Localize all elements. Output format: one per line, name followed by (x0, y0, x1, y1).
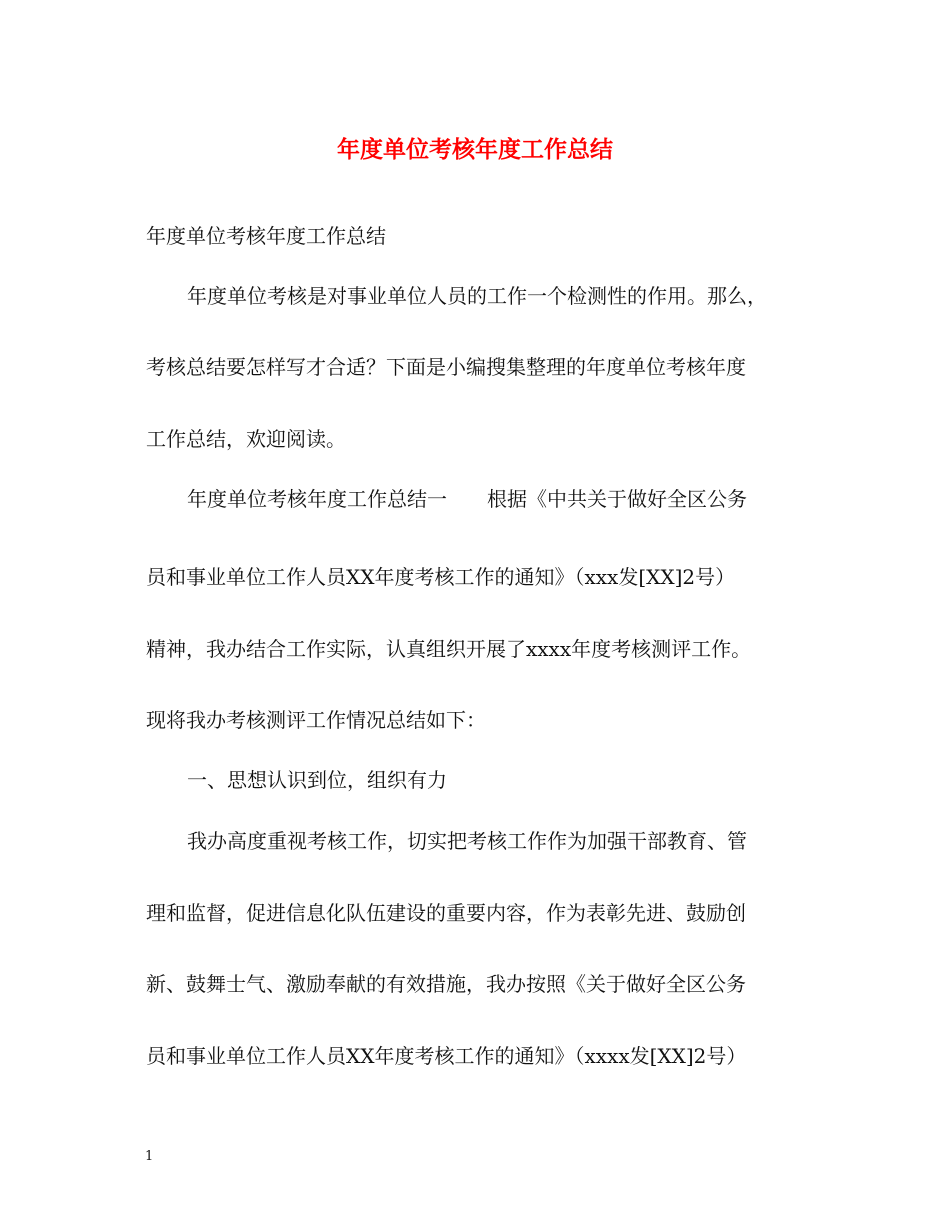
paragraph-line: 年度单位考核年度工作总结 (146, 224, 386, 248)
paragraph-line: 现将我办考核测评工作情况总结如下： (146, 708, 486, 732)
paragraph-line: 精神，我办结合工作实际，认真组织开展了xxxx年度考核测评工作。 (146, 637, 752, 661)
paragraph-line: 年度单位考核年度工作总结一 根据《中共关于做好全区公务 (187, 487, 747, 511)
paragraph-line: 理和监督，促进信息化队伍建设的重要内容，作为表彰先进、鼓励创 (146, 901, 746, 925)
paragraph-line: 年度单位考核是对事业单位人员的工作一个检测性的作用。那么， (187, 284, 767, 308)
section-heading: 一、思想认识到位，组织有力 (187, 768, 447, 792)
page-number: 1 (145, 1149, 154, 1164)
paragraph-line: 员和事业单位工作人员XX年度考核工作的通知》（xxxx发[XX]2号） (146, 1044, 747, 1068)
paragraph-line: 工作总结，欢迎阅读。 (146, 427, 346, 451)
paragraph-line: 新、鼓舞士气、激励奉献的有效措施，我办按照《关于做好全区公务 (146, 972, 746, 996)
document-title: 年度单位考核年度工作总结 (337, 136, 613, 163)
paragraph-line: 我办高度重视考核工作，切实把考核工作作为加强干部教育、管 (187, 829, 747, 853)
paragraph-line: 考核总结要怎样写才合适？下面是小编搜集整理的年度单位考核年度 (146, 355, 746, 379)
paragraph-line: 员和事业单位工作人员XX年度考核工作的通知》（xxx发[XX]2号） (146, 565, 736, 589)
